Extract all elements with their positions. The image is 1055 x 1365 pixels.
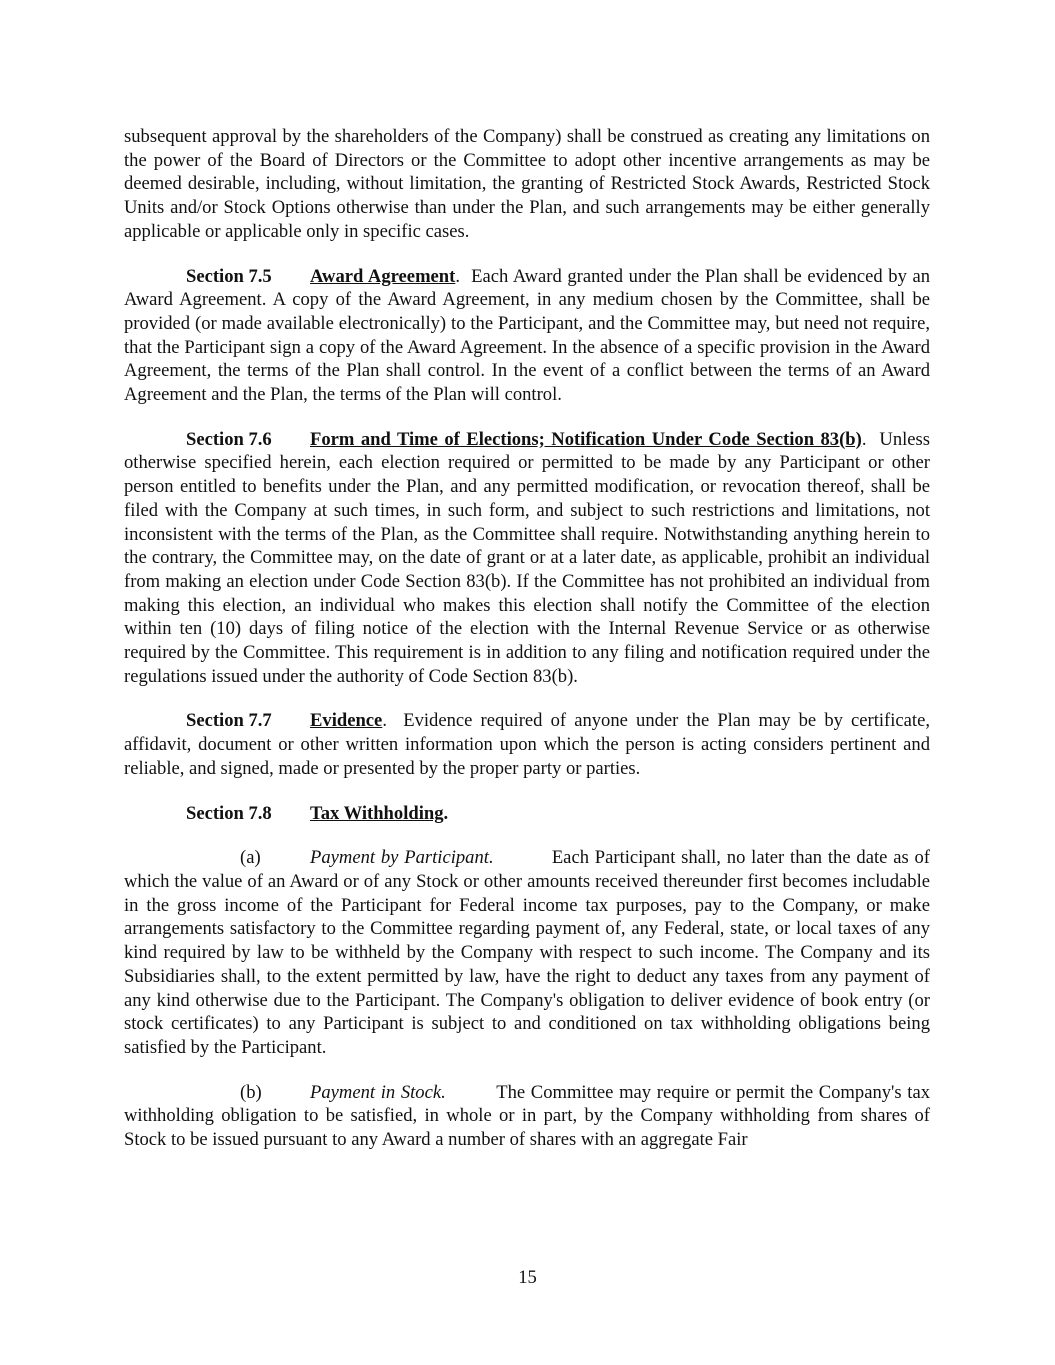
section-7-8: Section 7.8 Tax Withholding.: [186, 802, 449, 824]
subsection-7-8-b: [124, 1081, 930, 1152]
page-number: 15: [518, 1267, 537, 1288]
section-number: Section 7.7: [186, 710, 272, 732]
subsection-body: Each Participant shall, no later than the date as of which the value of an Award or of any Stock or other amounts received thereunder first becomes includable in the gross income of the Participant for Federal income tax purposes, pay to the Company, or make arrangements satisfactory to the Committee regarding payment of, any Federal, state, or local taxes of any kind required by law to be withheld by the Company with respect to such income. The Company and its Subsidiaries shall, to the extent permitted by law, have the right to deduct any taxes from any payment of any kind otherwise due to the Participant. The Company's obligation to deliver evidence of book entry (or stock certificates) to any Participant is subject to and conditioned on tax withholding obligations being satisfied by the Participant.: [124, 847, 931, 1058]
section-body: Unless otherwise specified herein, each election required or permitted to be made by any Participant or other person entitled to benefits under the Plan, and any permitted modification, or revocation thereof, shall be filed with the Company at such times, in such form, and subject to such restrictions and limitations, not inconsistent with the terms of the Plan, as the Committee shall require. Notwithstanding anything herein to the contrary, the Committee may, on the date of grant or at a later date, as applicable, prohibit an individual from making an election under Code Section 83(b). If the Committee has not prohibited an individual from making this election, an individual who makes this election shall notify the Committee of the election within ten (10) days of filing notice of the election with the Internal Revenue Service or as otherwise required by the Committee. This requirement is in addition to any filing and notification required under the regulations issued under the authority of Code Section 83(b).: [124, 428, 931, 687]
section-number: Section 7.8: [186, 802, 272, 824]
intro-paragraph: subsequent approval by the shareholders of the Company) shall be construed as creating any limitations on the power of the Board of Directors or the Committee to adopt other incentive arrangements as may be deemed desirable, including, without limitation, the granting of Restricted Stock Awards, Restricted Stock Units and/or Stock Options otherwise than under the Plan, and such arrangements may be either generally applicable or applicable only in specific cases.: [124, 126, 930, 242]
section-7-7: Section 7.7 Evidence. Evidence required of anyone under the Plan may be by certificate, affidavit, document or other written information upon which the person is acting considers pertinent and reliable, and signed, made or presented by the proper party or parties.: [124, 710, 930, 779]
section-title: Form and Time of Elections; Notification Under Code Section 83(b): [310, 428, 862, 450]
subsection-title: Payment by Participant.: [310, 847, 494, 869]
subsection-label: (b): [240, 1081, 262, 1103]
section-7-6: Section 7.6 Form and Time of Elections; Notification Under Code Section 83(b). Unless otherwise specified herein, each election required or permitted to be made by any Participant or other person entitled to benefits under the Plan, and any permitted modification, or revocation thereof, shall be filed with the Company at such times, in such form, and subject to such restrictions and limitations, not inconsistent with the terms of the Plan, as the Committee shall require. Notwithstanding anything herein to the contrary, the Committee may, on the date of grant or at a later date, as applicable, prohibit an individual from making an election under Code Section 83(b). If the Committee has not prohibited an individual from making this election, an individual who makes this election shall notify the Committee of the election within ten (10) days of filing notice of the election with the Internal Revenue Service or as otherwise required by the Committee. This requirement is in addition to any filing and notification required under the regulations issued under the authority of Code Section 83(b).: [124, 428, 931, 687]
section-title: Tax Withholding: [310, 802, 444, 824]
subsection-label: (a): [240, 847, 261, 869]
section-body: Each Award granted under the Plan shall be evidenced by an Award Agreement. A copy of the Award Agreement, in any medium chosen by the Committee, shall be provided (or made available electronically) to the Participant, and the Committee may, but need not require, that the Participant sign a copy of the Award Agreement. In the absence of a specific provision in the Award Agreement, the terms of the Plan shall control. In the event of a conflict between the terms of an Award Agreement and the Plan, the terms of the Plan will control.: [124, 265, 930, 406]
section-title: Evidence: [310, 710, 383, 732]
subsection-7-8-a: [124, 846, 930, 1059]
section-body: Evidence required of anyone under the Plan may be by certificate, affidavit, document or other written information upon which the person is acting considers pertinent and reliable, and signed, made or presented by the proper party or parties.: [124, 710, 930, 779]
subsection-body: The Committee may require or permit the Company's tax withholding obligation to be satisfied, in whole or in part, by the Company withholding from shares of Stock to be issued pursuant to any Award a number of shares with an aggregate Fair: [124, 1081, 930, 1151]
section-title: Award Agreement: [310, 265, 456, 287]
section-number: Section 7.5: [186, 265, 272, 287]
page-content: [124, 125, 930, 1173]
subsection-title: Payment in Stock.: [310, 1081, 446, 1103]
section-number: Section 7.6: [186, 428, 272, 450]
section-7-5: Section 7.5 Award Agreement. Each Award granted under the Plan shall be evidenced by an Award Agreement. A copy of the Award Agreement, in any medium chosen by the Committee, shall be provided (or made available electronically) to the Participant, and the Committee may, but need not require, that the Participant sign a copy of the Award Agreement. In the absence of a specific provision in the Award Agreement, the terms of the Plan shall control. In the event of a conflict between the terms of an Award Agreement and the Plan, the terms of the Plan will control.: [124, 265, 930, 406]
